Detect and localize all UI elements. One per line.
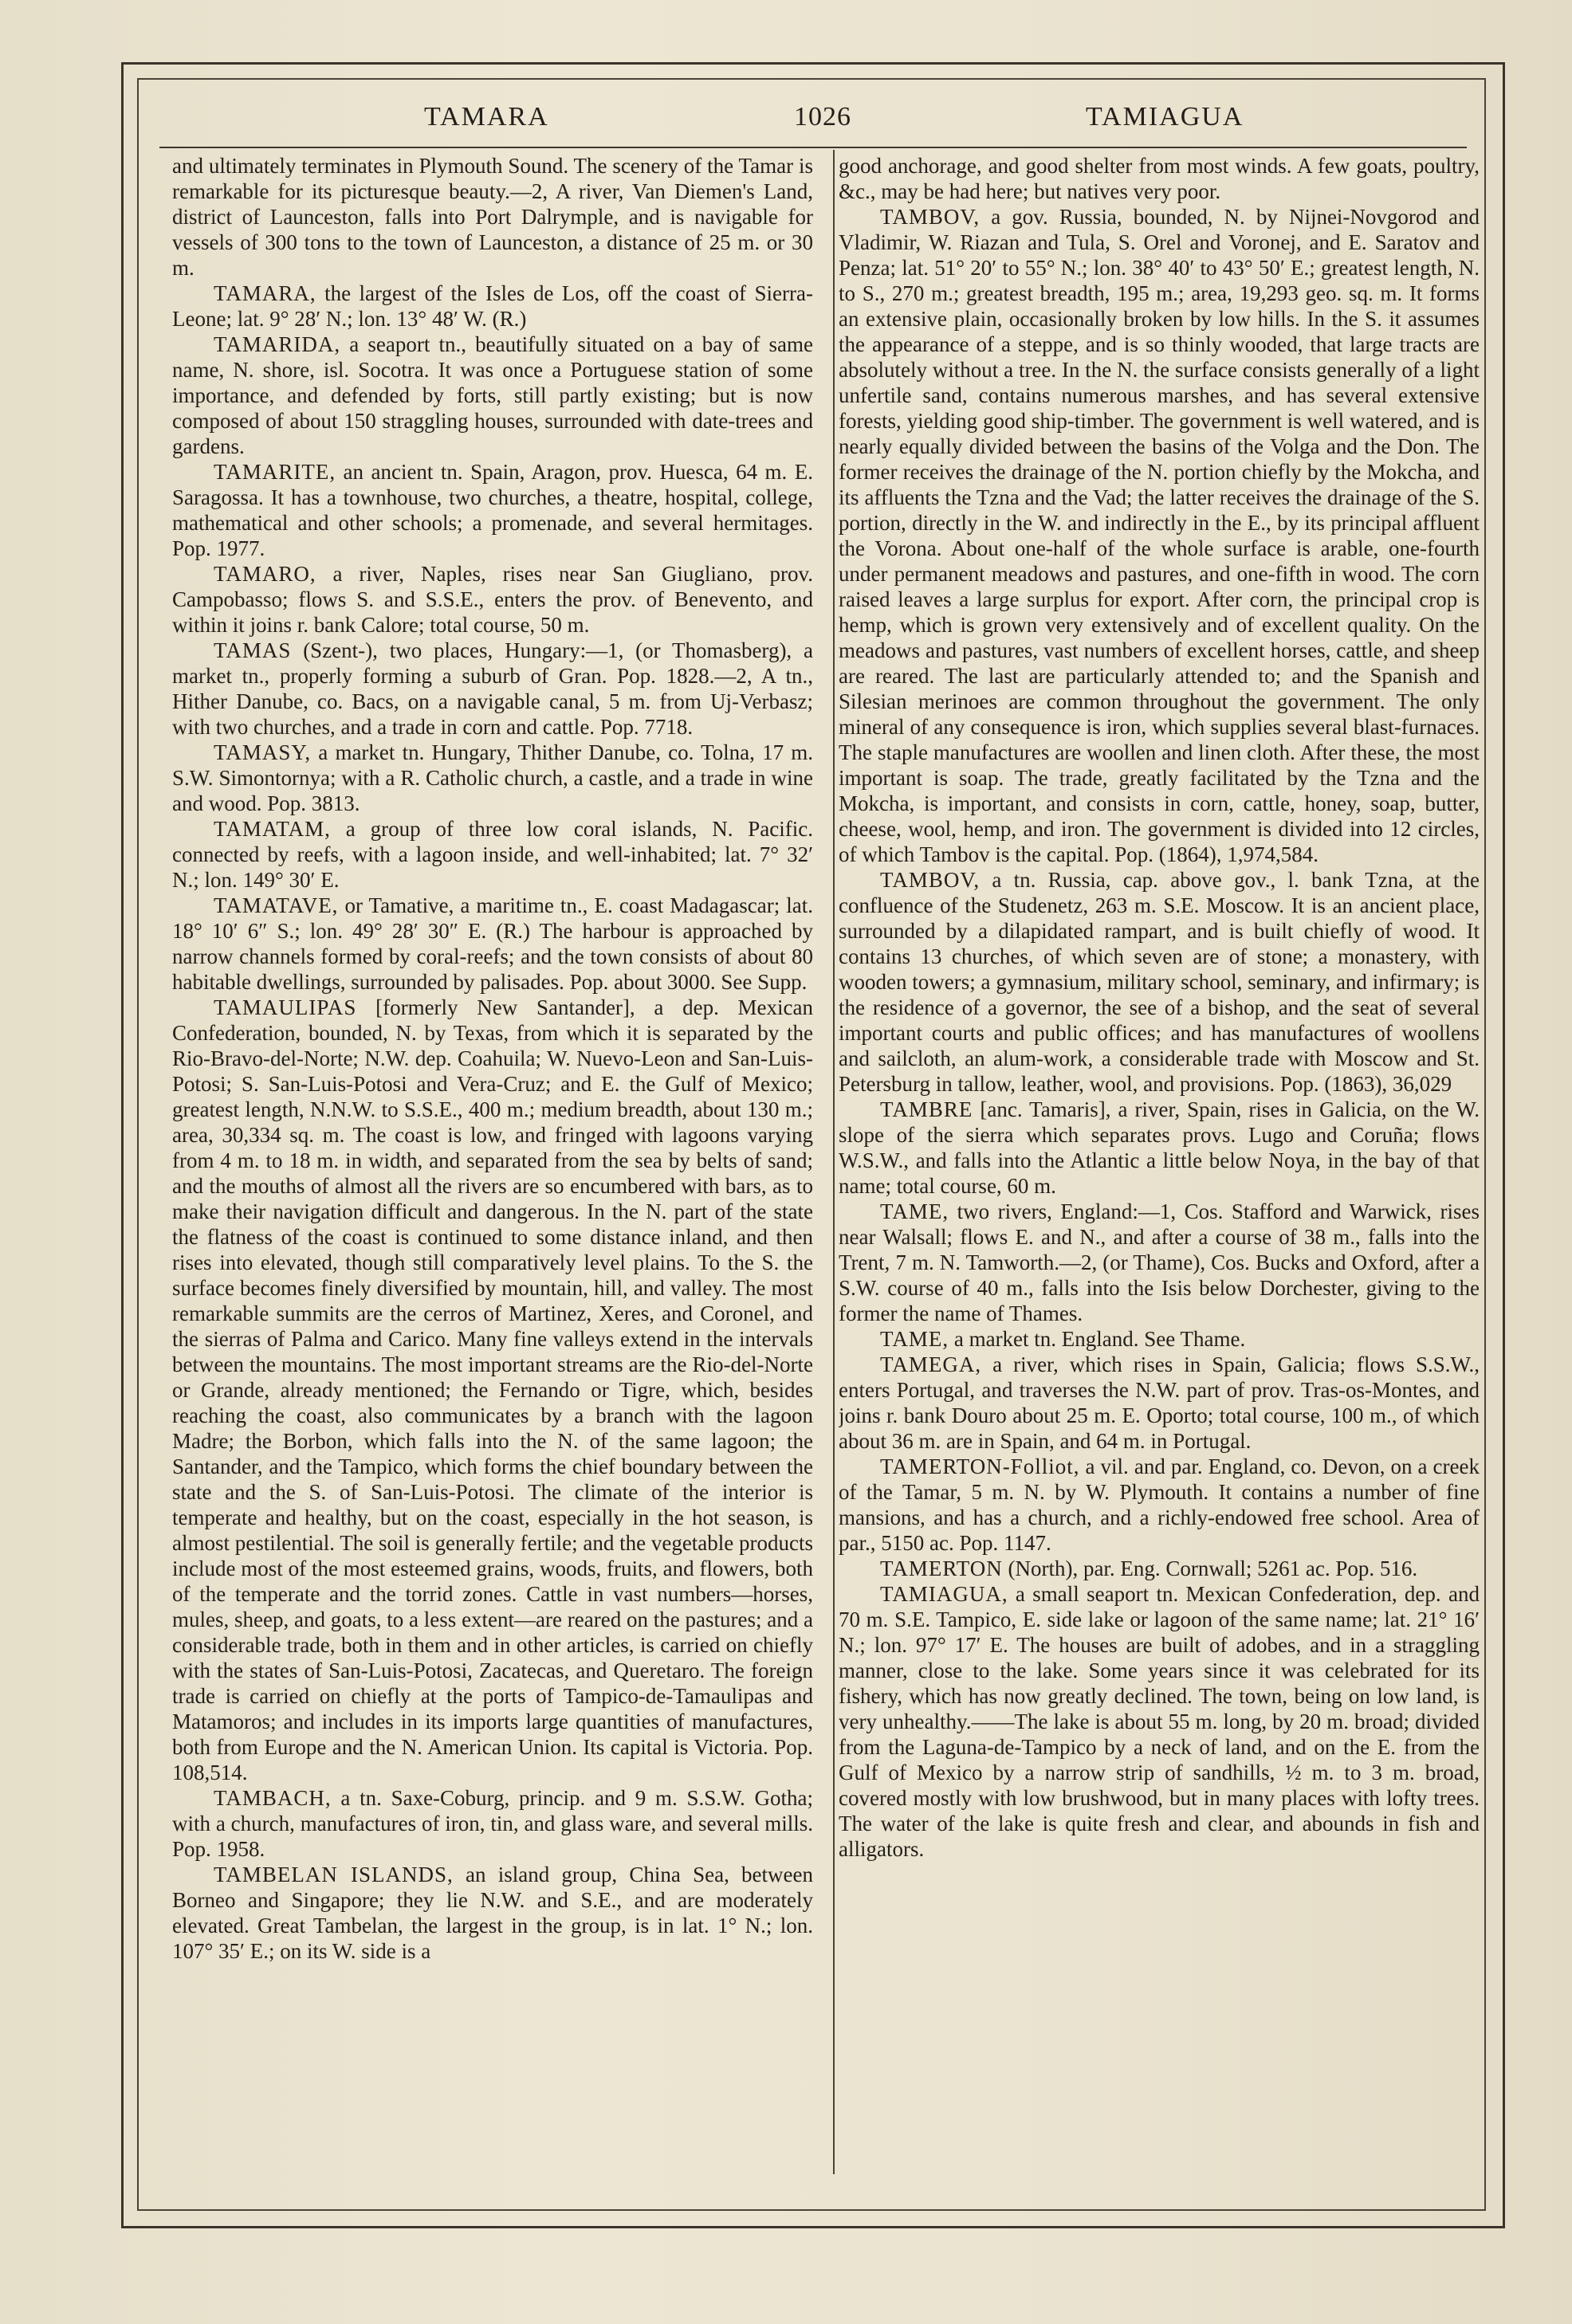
entry-headword: TAMERTON-Folliot, <box>880 1454 1080 1478</box>
entry-text: a vil. and par. England, co. Devon, on a creek of the Tamar, 5 m. N. by W. Plymouth. It contains a number of fine mansions, and has a church, and a richly-endowed free school. Area of par., 5150 ac. Pop. 1147. <box>839 1454 1480 1555</box>
header-left-word: TAMARA <box>424 102 549 132</box>
entry-text: the largest of the Isles de Los, off the coast of Sierra-Leone; lat. 9° 28′ N.; lon. 13° 48′ W. (R.) <box>172 281 813 331</box>
gazetteer-entry <box>839 1199 1480 1326</box>
entry-text: and ultimately terminates in Plymouth Sound. The scenery of the Tamar is remarkable for its picturesque beauty.—2, A river, Van Diemen's Land, district of Launceston, falls into Port Dalrymple, and is navigable for vessels of 300 tons to the town of Launceston, a distance of 25 m. or 30 m. <box>172 154 813 280</box>
entry-headword: TAMBELAN ISLANDS, <box>214 1863 454 1886</box>
entry-headword: TAMEGA, <box>880 1352 982 1376</box>
entry-text: a market tn. England. See Thame. <box>949 1327 1246 1351</box>
entry-headword: TAMBACH, <box>214 1786 332 1810</box>
column-divider <box>833 150 835 2174</box>
entry-text: good anchorage, and good shelter from most winds. A few goats, poultry, &c., may be had here; but natives very poor. <box>839 154 1480 203</box>
right-column <box>839 153 1480 2169</box>
entry-headword: TAMERTON <box>880 1557 1003 1580</box>
gazetteer-entry <box>172 740 813 816</box>
entry-text: a tn. Saxe-Coburg, princip. and 9 m. S.S.W. Gotha; with a church, manufactures of iron, tin, and glass ware, and several mills. Pop. 1958. <box>172 1786 813 1861</box>
entry-headword: TAMATAM, <box>214 817 331 841</box>
page-number: 1026 <box>794 102 851 132</box>
entry-headword: TAMAS <box>214 638 292 662</box>
entry-headword: TAME, <box>880 1327 949 1351</box>
entry-text: a group of three low coral islands, N. Pacific. connected by reefs, with a lagoon inside, and well-inhabited; lat. 7° 32′ N.; lon. 149° 30′ E. <box>172 817 813 892</box>
entry-text: or Tamative, a maritime tn., E. coast Madagascar; lat. 18° 10′ 6″ S.; lon. 49° 28′ 30″ E. (R.) The harbour is approached by narrow channels formed by coral-reefs; and the town consists of about 80 habitable dwellings, surrounded by palisades. Pop. about 3000. See Supp. <box>172 893 813 994</box>
gazetteer-entry <box>172 995 813 1785</box>
entry-headword: TAMBOV, <box>880 868 981 892</box>
left-column <box>172 153 813 2169</box>
header-rule <box>159 147 1467 148</box>
entry-text: a small seaport tn. Mexican Confederation, dep. and 70 m. S.E. Tampico, E. side lake or lagoon of the same name; lat. 21° 16′ N.; lon. 97° 17′ E. The houses are built of adobes, and in a straggling manner, close to the lake. Some years since it was celebrated for its fishery, which has now greatly declined. The town, being on low land, is very unhealthy.——The lake is about 55 m. long, by 20 m. broad; divided from the Laguna-de-Tampico by a neck of land, and on the E. from the Gulf of Mexico by a narrow strip of sandhills, ½ m. to 3 m. broad, covered mostly with low brushwood, but in many places with lofty trees. The water of the lake is quite fresh and clear, and abounds in fish and alligators. <box>839 1582 1480 1861</box>
gazetteer-entry <box>172 1785 813 1862</box>
header-right-word: TAMIAGUA <box>1086 102 1244 132</box>
gazetteer-entry <box>172 816 813 893</box>
entry-headword: TAMARO, <box>214 562 316 586</box>
gazetteer-entry <box>839 867 1480 1097</box>
entry-text: an island group, China Sea, between Borneo and Singapore; they lie N.W. and S.E., and are moderately elevated. Great Tambelan, the largest in the group, is in lat. 1° N.; lon. 107° 35′ E.; on its W. side is a <box>172 1863 813 1963</box>
entry-text: [anc. Tamaris], a river, Spain, rises in Galicia, on the W. slope of the sierra which separates provs. Lugo and Coruña; flows W.S.W., and falls into the Atlantic a little below Noya, in the bay of that name; total course, 60 m. <box>839 1097 1480 1198</box>
gazetteer-entry <box>839 1352 1480 1454</box>
entry-text: (Szent-), two places, Hungary:—1, (or Thomasberg), a market tn., properly forming a suburb of Gran. Pop. 1828.—2, A tn., Hither Danube, co. Bacs, on a navigable canal, 5 m. from Uj-Verbasz; with two churches, and a trade in corn and cattle. Pop. 7718. <box>172 638 813 739</box>
entry-text: a river, which rises in Spain, Galicia; flows S.S.W., enters Portugal, and traverses the N.W. part of prov. Tras-os-Montes, and joins r. bank Douro about 25 m. E. Oporto; total course, 100 m., of which about 36 m. are in Spain, and 64 m. in Portugal. <box>839 1352 1480 1453</box>
gazetteer-entry <box>172 638 813 740</box>
entry-headword: TAMARA, <box>214 281 316 305</box>
entry-headword: TAMATAVE, <box>214 893 339 917</box>
entry-text: (North), par. Eng. Cornwall; 5261 ac. Pop. 516. <box>1002 1557 1418 1580</box>
entry-text: a market tn. Hungary, Thither Danube, co. Tolna, 17 m. S.W. Simontornya; with a R. Catholic church, a castle, and a trade in wine and wood. Pop. 3813. <box>172 740 813 815</box>
gazetteer-entry <box>839 1556 1480 1581</box>
entry-text: a gov. Russia, bounded, N. by Nijnei-Novgorod and Vladimir, W. Riazan and Tula, S. Orel and Voronej, and E. Saratov and Penza; lat. 51° 20′ to 55° N.; lon. 38° 40′ to 43° 50′ E.; greatest length, N. to S., 270 m.; greatest breadth, 195 m.; area, 19,293 geo. sq. m. It forms an extensive plain, occasionally broken by low hills. In the S. it assumes the appearance of a steppe, and is so thinly wooded, that large tracts are absolutely without a tree. In the N. the surface consists generally of a light unfertile sand, contains numerous marshes, and has several extensive forests, yielding good ship-timber. The government is well watered, and is nearly equally divided between the basins of the Volga and the Don. The former receives the drainage of the N. portion chiefly by the Mokcha, and its affluents the Tzna and the Vad; the latter receives the drainage of the S. portion, directly in the W. and indirectly in the E., by its principal affluent the Vorona. About one-half of the whole surface is arable, one-fourth under permanent meadows and pastures, and one-fifth in wood. The corn raised leaves a large surplus for export. After corn, the principal crop is hemp, which is grown very extensively and of excellent quality. On the meadows and pastures, vast numbers of excellent horses, cattle, and sheep are reared. The last are particularly attended to; and the Spanish and Silesian merinoes are common throughout the government. The only mineral of any consequence is iron, which supplies several blast-furnaces. The staple manufactures are woollen and linen cloth. After these, the most important is soap. The trade, greatly facilitated by the Tzna and the Mokcha, is important, and consists in corn, cattle, honey, soap, butter, cheese, wool, hemp, and iron. The government is divided into 12 circles, of which Tambov is the capital. Pop. (1864), 1,974,584. <box>839 205 1480 866</box>
running-header <box>137 94 1483 142</box>
entry-headword: TAMBOV, <box>880 205 981 229</box>
gazetteer-entry <box>172 332 813 459</box>
gazetteer-entry <box>172 893 813 995</box>
entry-text: a tn. Russia, cap. above gov., l. bank Tzna, at the confluence of the Studenetz, 263 m. S.E. Moscow. It is an ancient place, surrounded by a dilapidated rampart, and is built chiefly of wood. It contains 13 churches, of which seven are of stone; a monastery, with wooden towers; a gymnasium, military school, seminary, and infirmary; is the residence of a governor, the see of a bishop, and the seat of several important courts and public offices; and has manufactures of woollens and sailcloth, an alum-work, a considerable trade with Moscow and St. Petersburg in tallow, leather, wool, and provisions. Pop. (1863), 36,029 <box>839 868 1480 1096</box>
entry-headword: TAMBRE <box>880 1097 973 1121</box>
gazetteer-entry <box>172 459 813 561</box>
entry-headword: TAMIAGUA, <box>880 1582 1008 1606</box>
gazetteer-entry <box>839 1454 1480 1556</box>
gazetteer-entry <box>172 281 813 332</box>
gazetteer-entry <box>172 153 813 281</box>
entry-text: two rivers, England:—1, Cos. Stafford and Warwick, rises near Walsall; flows E. and N., and after a course of 38 m., falls into the Trent, 7 m. N. Tamworth.—2, (or Thame), Cos. Bucks and Oxford, after a S.W. course of 40 m., falls into the Isis below Dorchester, giving to the former the name of Thames. <box>839 1199 1480 1325</box>
entry-headword: TAMARIDA, <box>214 332 341 356</box>
entry-headword: TAME, <box>880 1199 949 1223</box>
entry-text: an ancient tn. Spain, Aragon, prov. Huesca, 64 m. E. Saragossa. It has a townhouse, two churches, a theatre, hospital, college, mathematical and other schools; a promenade, and several hermitages. Pop. 1977. <box>172 460 813 560</box>
entry-text: a seaport tn., beautifully situated on a bay of same name, N. shore, isl. Socotra. It was once a Portuguese station of some importance, and defended by forts, still partly existing; but is now composed of about 150 straggling houses, surrounded with date-trees and gardens. <box>172 332 813 458</box>
gazetteer-entry <box>172 561 813 638</box>
gazetteer-entry <box>839 1326 1480 1352</box>
gazetteer-entry <box>839 153 1480 204</box>
entry-headword: TAMASY, <box>214 740 312 764</box>
entry-text: a river, Naples, rises near San Giugliano, prov. Campobasso; flows S. and S.S.E., enters the prov. of Benevento, and within it joins r. bank Calore; total course, 50 m. <box>172 562 813 637</box>
entry-headword: TAMARITE, <box>214 460 336 484</box>
gazetteer-entry <box>839 204 1480 867</box>
gazetteer-entry <box>839 1097 1480 1199</box>
gazetteer-entry <box>839 1581 1480 1862</box>
gazetteer-entry <box>172 1862 813 1964</box>
entry-text: [formerly New Santander], a dep. Mexican Confederation, bounded, N. by Texas, from which it is separated by the Rio-Bravo-del-Norte; N.W. dep. Coahuila; W. Nuevo-Leon and San-Luis-Potosi; S. San-Luis-Potosi and Vera-Cruz; and E. the Gulf of Mexico; greatest length, N.N.W. to S.S.E., 400 m.; medium breadth, about 130 m.; area, 30,334 sq. m. The coast is low, and fringed with lagoons varying from 4 m. to 18 m. in width, and separated from the sea by belts of sand; and the mouths of almost all the rivers are so encumbered with bars, as to make their navigation difficult and dangerous. In the N. part of the state the flatness of the coast is continued to some distance inland, and then rises into elevated, though still comparatively level plains. To the S. the surface becomes finely diversified by mountain, hill, and valley. The most remarkable summits are the cerros of Martinez, Xeres, and Coronel, and the sierras of Palma and Carico. Many fine valleys extend in the intervals between the mountains. The most important streams are the Rio-del-Norte or Grande, already mentioned; the Fernando or Tigre, which, besides reaching the coast, also communicates by a branch with the lagoon Madre; the Borbon, which falls into the N. of the same lagoon; the Santander, and the Tampico, which forms the chief boundary between the state and the S. of San-Luis-Potosi. The climate of the interior is temperate and healthy, but on the coast, especially in the hot season, is almost pestilential. The soil is generally fertile; and the vegetable products include most of the most esteemed grains, woods, fruits, and flowers, both of the temperate and the torrid zones. Cattle in vast numbers—horses, mules, sheep, and goats, to a less extent—are reared on the pastures; and a considerable trade, both in them and in other articles, is carried on chiefly with the states of San-Luis-Potosi, Zacatecas, and Queretaro. The foreign trade is carried on chiefly at the ports of Tampico-de-Tamaulipas and Matamoros; and includes in its imports large quantities of manufactures, both from Europe and the N. American Union. Its capital is Victoria. Pop. 108,514. <box>172 995 813 1784</box>
entry-headword: TAMAULIPAS <box>214 995 357 1019</box>
